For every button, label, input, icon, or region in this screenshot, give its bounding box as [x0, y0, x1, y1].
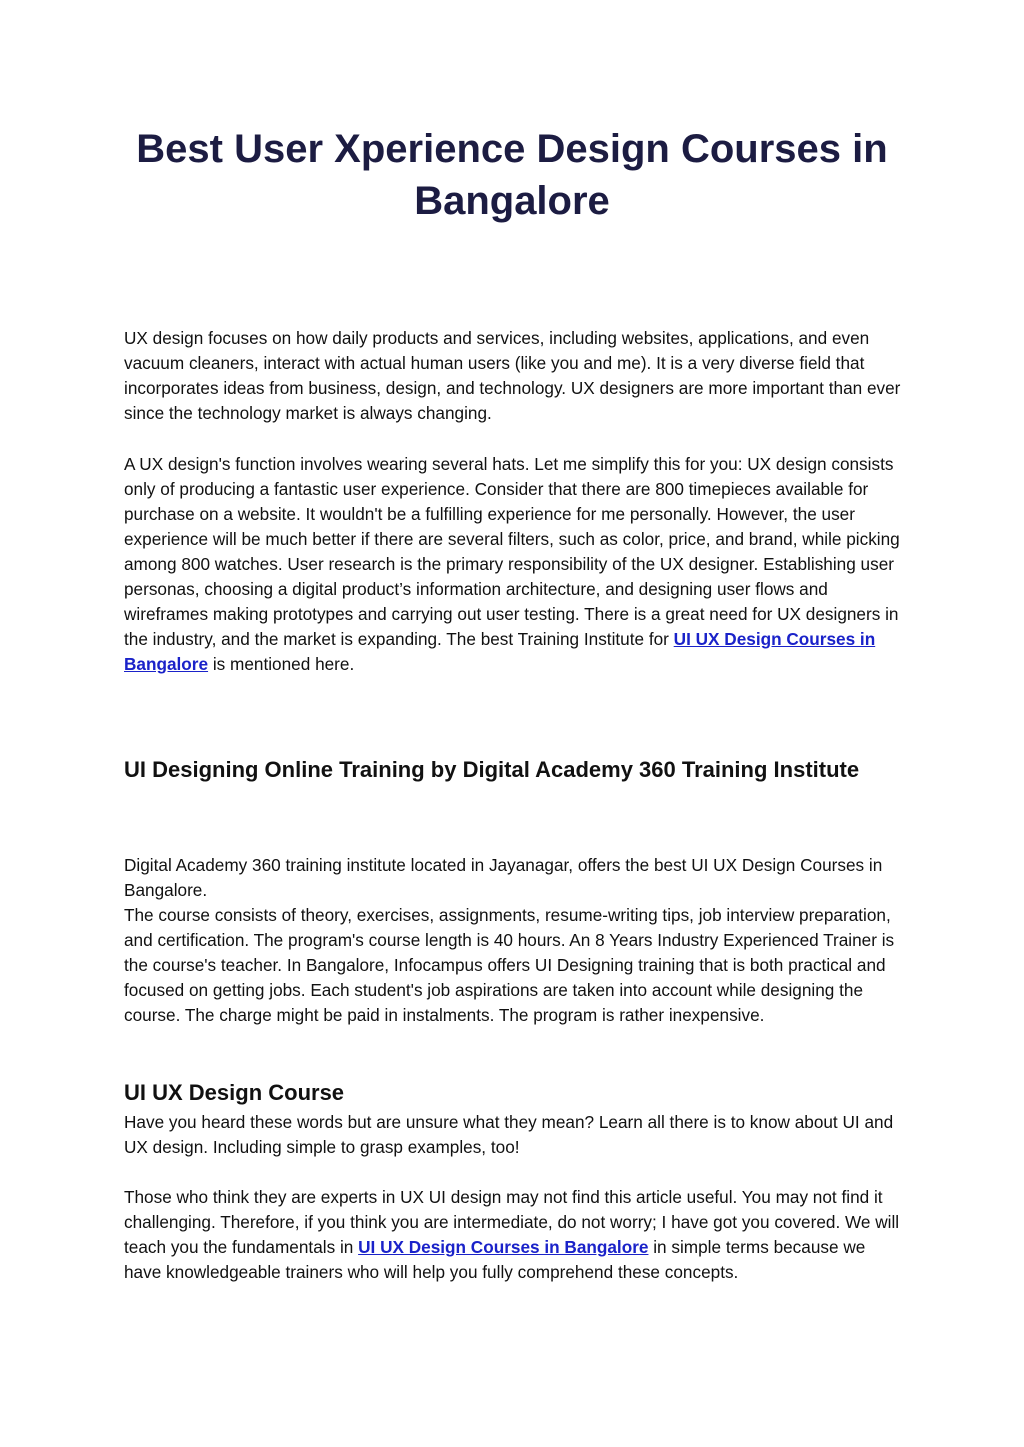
- section2-paragraph-1: Have you heard these words but are unsure what they mean? Learn all there is to know about UI and UX design. Including simple to grasp examples, too!: [124, 1112, 894, 1157]
- section2-paragraph-2-text-after: in simple terms because we have knowledgeable trainers who will help you fully comprehend these concepts.: [124, 1237, 866, 1282]
- intro-paragraph-2: [124, 452, 904, 677]
- ui-ux-courses-link-1[interactable]: UI UX Design Courses in Bangalore: [124, 629, 876, 674]
- section-heading-online-training: UI Designing Online Training by Digital Academy 360 Training Institute: [124, 757, 860, 782]
- intro-paragraph-1: UX design focuses on how daily products and services, including websites, applications, and even vacuum cleaners, interact with actual human users (like you and me). It is a very diverse field that incorporates ideas from business, design, and technology. UX designers are more important than ever since the technology market is always changing.: [124, 328, 901, 423]
- section1-paragraph-1: Digital Academy 360 training institute located in Jayanagar, offers the best UI UX Design Courses in Bangalore.: [124, 855, 883, 900]
- ui-ux-courses-link-2[interactable]: UI UX Design Courses in Bangalore: [358, 1237, 649, 1257]
- section2-paragraph-2: [124, 1185, 904, 1285]
- section2-paragraph-2-text-before: Those who think they are experts in UX UI design may not find this article useful. You may not find it challenging. Therefore, if you think you are intermediate, do not worry; I have got you covered. We will teach you the fundamentals in: [124, 1187, 900, 1257]
- intro-paragraph-2-text-before: A UX design's function involves wearing several hats. Let me simplify this for you: UX design consists only of producing a fantastic user experience. Consider that there are 800 timepieces available for purchase on a website. It wouldn't be a fulfilling experience for me personally. However, the user experience will be much better if there are several filters, such as color, price, and brand, while picking among 800 watches. User research is the primary responsibility of the UX designer. Establishing user personas, choosing a digital product’s information architecture, and designing user flows and wireframes making prototypes and carrying out user testing. There is a great need for UX designers in the industry, and the market is expanding. The best Training Institute for: [124, 454, 900, 649]
- intro-paragraph-2-text-after: is mentioned here.: [208, 654, 355, 674]
- page-title: Best User Xperience Design Courses in Bangalore: [136, 127, 888, 223]
- section1-paragraph-2: The course consists of theory, exercises, assignments, resume-writing tips, job interview preparation, and certification. The program's course length is 40 hours. An 8 Years Industry Experienced Trainer is the course's teacher. In Bangalore, Infocampus offers UI Designing training that is both practical and focused on getting jobs. Each student's job aspirations are taken into account while designing the course. The charge might be paid in instalments. The program is rather inexpensive.: [124, 905, 895, 1025]
- section-heading-ui-ux-course: UI UX Design Course: [124, 1080, 345, 1105]
